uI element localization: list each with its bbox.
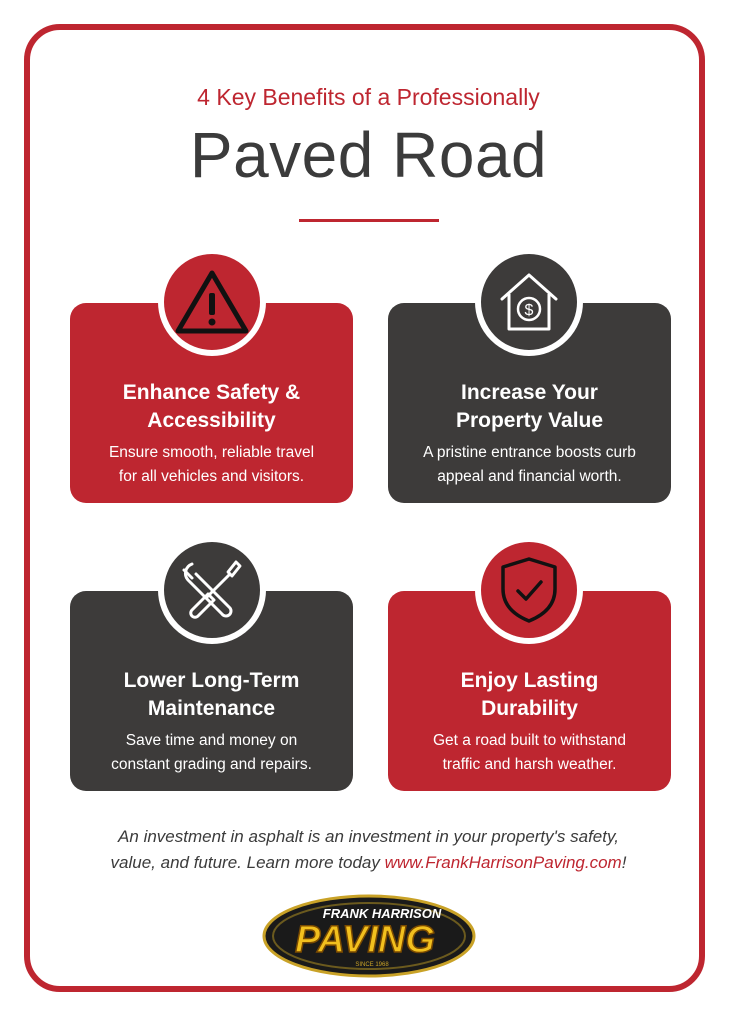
benefit-title: Enjoy Lasting Durability (460, 669, 599, 720)
shield-check-icon (475, 536, 583, 644)
title-divider (299, 219, 439, 222)
svg-text:$: $ (524, 302, 534, 319)
benefit-title: Lower Long-Term Maintenance (123, 669, 300, 720)
wrench-screwdriver-icon (158, 536, 266, 644)
warning-triangle-icon (158, 248, 266, 356)
logo-main-text: PAVING (294, 919, 436, 961)
house-dollar-icon (475, 248, 583, 356)
benefit-description: A pristine entrance boosts curb appeal and financial worth. (423, 444, 636, 485)
benefit-description: Ensure smooth, reliable travel for all vehicles and visitors. (108, 444, 315, 485)
logo-top-text: FRANK HARRISON (322, 906, 442, 921)
logo-since-text: SINCE 1968 (355, 962, 389, 968)
benefit-description: Get a road built to withstand traffic and harsh weather. (432, 732, 626, 773)
website-link[interactable]: www.FrankHarrisonPaving.com (384, 853, 622, 872)
page-title: Paved Road (189, 119, 548, 191)
footer-text: An investment in asphalt is an investment in your property's safety, value, and future. Learn more today www.FrankHarrisonPaving.com! (110, 827, 627, 872)
benefit-title: Enhance Safety & Accessibility (122, 381, 301, 432)
benefit-title: Increase Your Property Value (455, 381, 604, 432)
company-logo (262, 886, 476, 991)
page-subtitle: 4 Key Benefits of a Professionally (197, 84, 540, 110)
benefit-description: Save time and money on constant grading and repairs. (111, 732, 312, 773)
